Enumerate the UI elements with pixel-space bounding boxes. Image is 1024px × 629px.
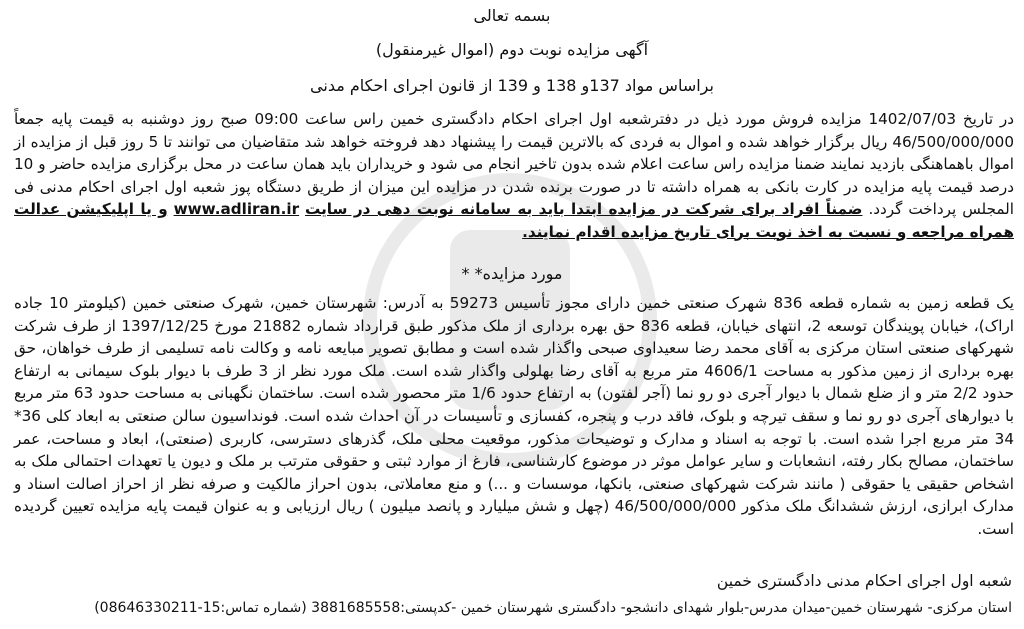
bismillah-heading: بسمه تعالی [473,6,551,25]
issuer-signature: شعبه اول اجرای احکام مدنی دادگستری خمین [716,572,1012,590]
property-description: یک قطعه زمین به شماره قطعه 836 شهرک صنعتی خمین دارای مجوز تأسیس 59273 به آدرس: شهرستان خمین، شهرک صنعتی خمین (کیلومتر 10 جاده اراک)، خیابان پویندگان توسعه 2، انتهای خیابان، قطعه 836 حق بهره برداری از ملک مذکور طبق قرارداد شماره 21882 مورخ 1397/12/25 از طرف شرکت شهرکهای صنعتی استان مرکزی به آقای محمد رضا سعیداوی صبحی واگذار شده است و مطابق تصویر مبایعه نامه و وکالت نامه تسلیمی از طرف خواهان، حق بهره برداری از زمین مذکور به مساحت 4606/1 متر مربع به آقای رضا بهلولی واگذار شده است. ملک مورد نظر از 3 طرف با دیوار بلوک سیمانی به ارتفاع حدود 2/2 متر و از ضلع شمال با دیوار آجری دو رو نما (آجر لفتون) به ارتفاع حدود 1/6 متر محصور شده است. ساختمان نگهبانی به مساحت حدود 63 متر مربع با دیوارهای آجری دو رو نما و سقف تیرچه و بلوک، فاقد درب و پنجره، کفسازی و تأسیسات در آن احداث شده است. فونداسیون سالن صنعتی به ابعاد کلی 36* 34 متر مربع اجرا شده است. با توجه به اسناد و مدارک و توضیحات مذکور، موقعیت محلی ملک، گذرهای دسترسی، کاربری (صنعتی)، ابعاد و مساحت، عمر ساختمان، مصالح بکار رفته، انشعابات و سایر عوامل موثر در موضوع کارشناسی، فارغ از موارد ثبتی و حقوقی مترتب بر ملک و دیون یا تعهدات احتمالی ملک به اشخاص حقیقی یا حقوقی ( مانند شرکت شهرکهای صنعتی، بانکها، موسسات و ...) و منع معاملاتی، بدون احراز مالکیت و صرفه نظر از احراز اصالت اسناد و مدارک ابرازی، ارزش ششدانگ ملک مذکور 46/500/000/000 (چهل و شش میلیارد و پانصد میلیون ) ریال ارزیابی و به عنوان قیمت پایه مزایده تعیین گردیده است. [14,294,1014,538]
intro-paragraph [14,108,1014,243]
legal-basis: براساس مواد 137و 138 و 139 از قانون اجرای احکام مدنی [310,76,714,95]
subject-heading: مورد مزایده* * [461,264,563,283]
notice-title: آگهی مزایده نوبت دوم (اموال غیرمنقول) [375,40,649,59]
intro-bold-notice: ضمناً افراد برای شرکت در مزایده ابتدا باید به سامانه نوبت دهی در سایت [305,200,863,218]
website-link[interactable]: www.adliran.ir [173,200,300,218]
address-line: استان مرکزی- شهرستان خمین-میدان مدرس-بلوار شهدای دانشجو- دادگستری شهرستان خمین -کدپستی:3881685558 (شماره تماس:15-08646330211) [94,600,1012,616]
intro-text: در تاریخ 1402/07/03 مزایده فروش مورد ذیل در دفترشعبه اول اجرای احکام دادگستری خمین راس ساعت 09:00 صبح روز دوشنبه به قیمت پایه جمعاً 46/500/000/000 ریال برگزار خواهد شده و اموال به فردی که بالاترین قیمت را پیشنهاد دهد فروخته خواهد شد متقاضیان می توانند تا 5 روز قبل از مزایده از اموال باهماهنگی بازدید نمایند ضمنا مزایده راس ساعت اعلام شده بدون تاخیر انجام می شود و خریداران باید همان ساعت در محل برگزاری مزایده حاضر و 10 درصد قیمت پایه مزایده در کارت بانکی به همراه داشته تا در صورت برنده شدن در مزایده این میزان از طریق دستگاه پوز شعبه اول اجرای احکام مدنی فی المجلس پرداخت گردد. [14,110,1015,218]
intro-bold-notice-2: و یا اپلیکیشن عدالت همراه مراجعه و نسبت به اخذ نوبت برای تاریخ مزایده اقدام نمایند. [14,200,1014,241]
